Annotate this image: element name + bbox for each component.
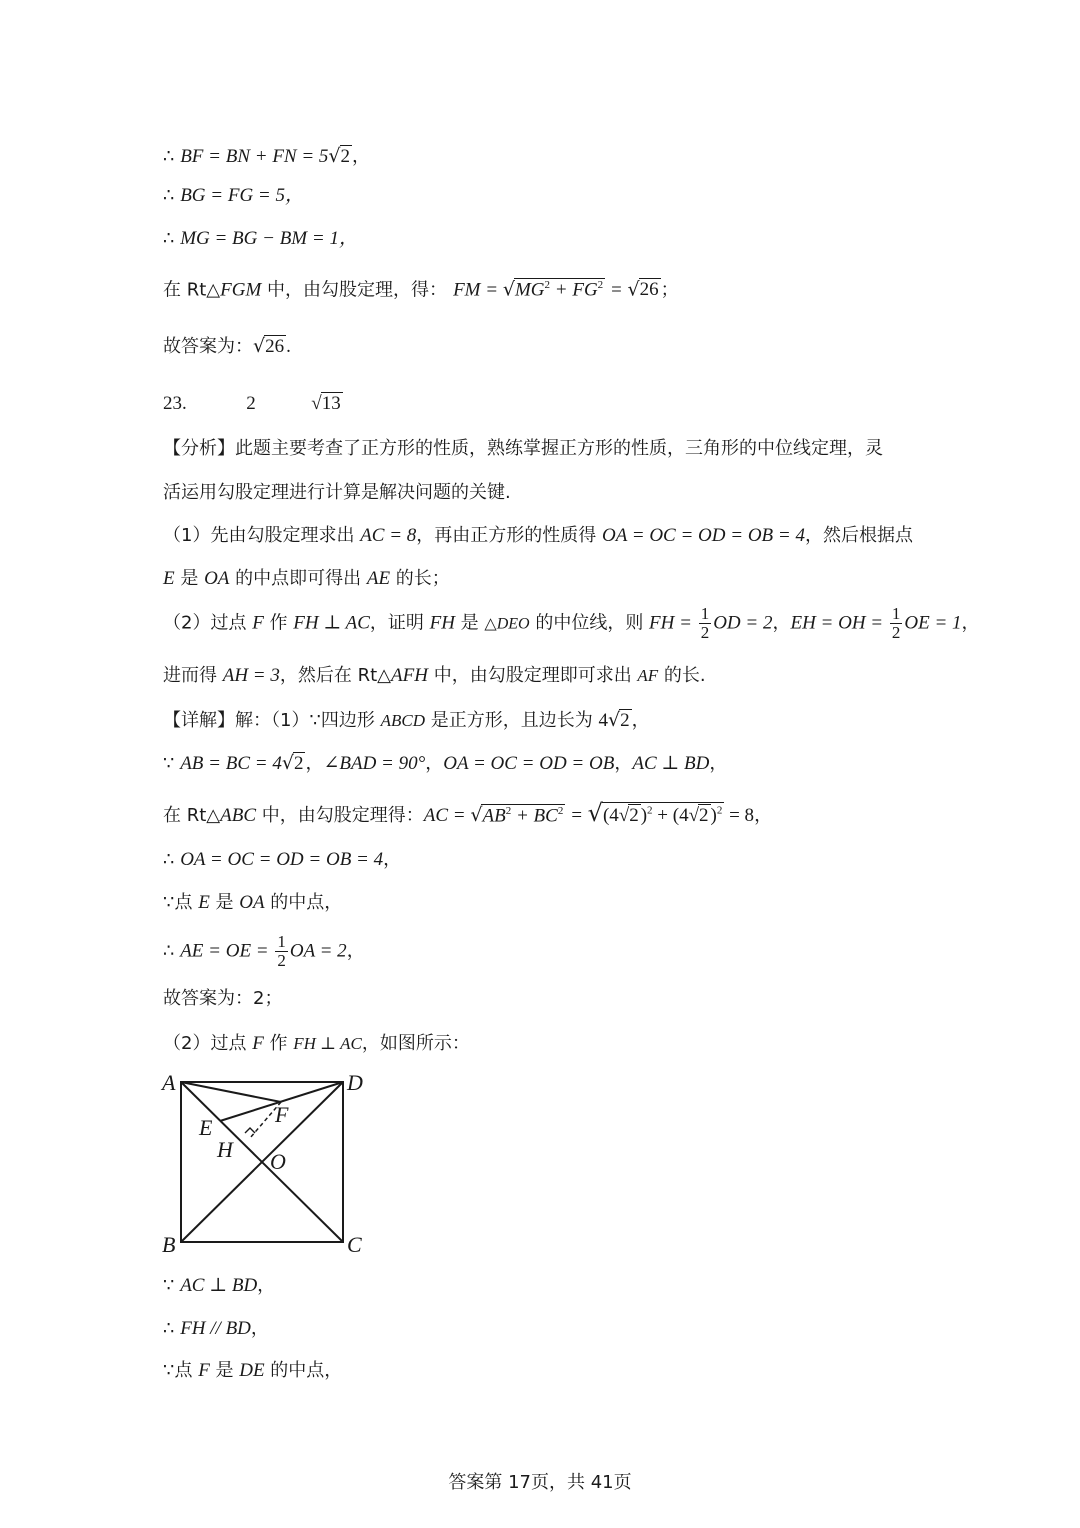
solution-answer: 故答案为：2； [163,988,283,1009]
segment-af [181,1082,281,1102]
line-bg: ∴ BG = FG = 5， [163,185,304,206]
line-bf: ∴ BF = BN + FN = 5√2 ， [163,145,371,167]
square-figure [158,1066,378,1256]
label-c: C [347,1232,362,1256]
solution-line-4: ∴ OA = OC = OD = OB = 4， [163,849,402,870]
solution-line-6: ∴ AE = OE = $\frac{1}{2}$ OA = 2， [163,932,365,970]
part1-summary-cont: E 是 OA 的中点即可得出 AE 的长； [163,568,450,589]
question-23: 23. 2 √13 [163,393,341,414]
page-footer: 答案第 17页，共 41页 [448,1472,632,1493]
solution-line-3: 在 Rt△ABC 中，由勾股定理得：AC = $√AB^2 + BC^2 = √(4√2$ )$^2$ + (4√2 )$^2$ = 8， [163,799,773,827]
line-fm: 在 Rt△FGM 中，由勾股定理，得： FM = $√MG^2 + FG^2 = √26$ ； [163,278,679,301]
label-f: F [275,1102,289,1127]
equation: MG = BG − BM = 1， [180,228,358,249]
solution-line-5: ∵点 E 是 OA 的中点， [163,892,343,913]
radicand: 2 [340,146,351,167]
right-angle-mark [245,1128,255,1133]
analysis-line-1: 【分析】此题主要考查了正方形的性质，熟练掌握正方形的性质，三角形的中位线定理，灵 [163,438,883,459]
fraction-half: $\frac{1}{2}$ [277,932,286,970]
label-e: E [199,1115,213,1140]
part2-summary-cont: 进而得 AH = 3，然后在 Rt△AFH 中，由勾股定理即可求出 AF 的长. [163,665,706,686]
label-h: H [217,1137,233,1162]
equation: BF = BN + FN = 5 [180,146,329,167]
solution-line-1: 【详解】解：（1）∵四边形 ABCD 是正方形，且边长为 4√2 ， [163,709,650,731]
label-d: D [347,1070,363,1095]
fraction-half: $\frac{1}{2}$ [700,604,710,642]
sqrt-symbol: √ [502,278,515,301]
label-b: B [162,1232,176,1256]
solution-part2: （2）过点 F 作 FH ⊥ AC，如图所示： [163,1033,470,1054]
fraction-half: $\frac{1}{2}$ [891,604,901,642]
solution-line-7: ∵ AC ⊥ BD， [163,1275,276,1296]
analysis-line-2: 活运用勾股定理进行计算是解决问题的关键. [163,482,511,503]
part2-summary: （2）过点 F 作 FH ⊥ AC，证明 FH 是 △DEO 的中位线，则 FH = $\frac{1}{2}$ OD = 2，EH = OH = $\frac{1}{2}$ OE = 1， [163,604,980,642]
part1-summary: （1）先由勾股定理求出 AC = 8，再由正方形的性质得 OA = OC = OD = OB = 4，然后根据点 [163,525,913,546]
solution-line-2: ∵ AB = BC = 4√2 ，∠BAD = 90°，OA = OC = OD = OB，AC ⊥ BD， [163,752,728,774]
line-answer: 故答案为：√26 . [163,335,291,357]
line-mg: ∴ MG = BG − BM = 1， [163,228,358,249]
radicand: $MG^2 + FG^2$ [514,279,604,301]
solution-line-8: ∴ FH // BD， [163,1318,269,1339]
therefore-symbol: ∴ [163,146,181,167]
solution-line-9: ∵点 F 是 DE 的中点， [163,1360,343,1381]
answer-2: 13 [321,393,341,414]
label-a: A [162,1070,176,1095]
answer-1: 2 [246,393,256,414]
question-number: 23. [163,393,187,414]
sqrt-symbol: √ [328,145,341,167]
label-o: O [270,1149,286,1174]
equation: BG = FG = 5， [180,185,304,206]
